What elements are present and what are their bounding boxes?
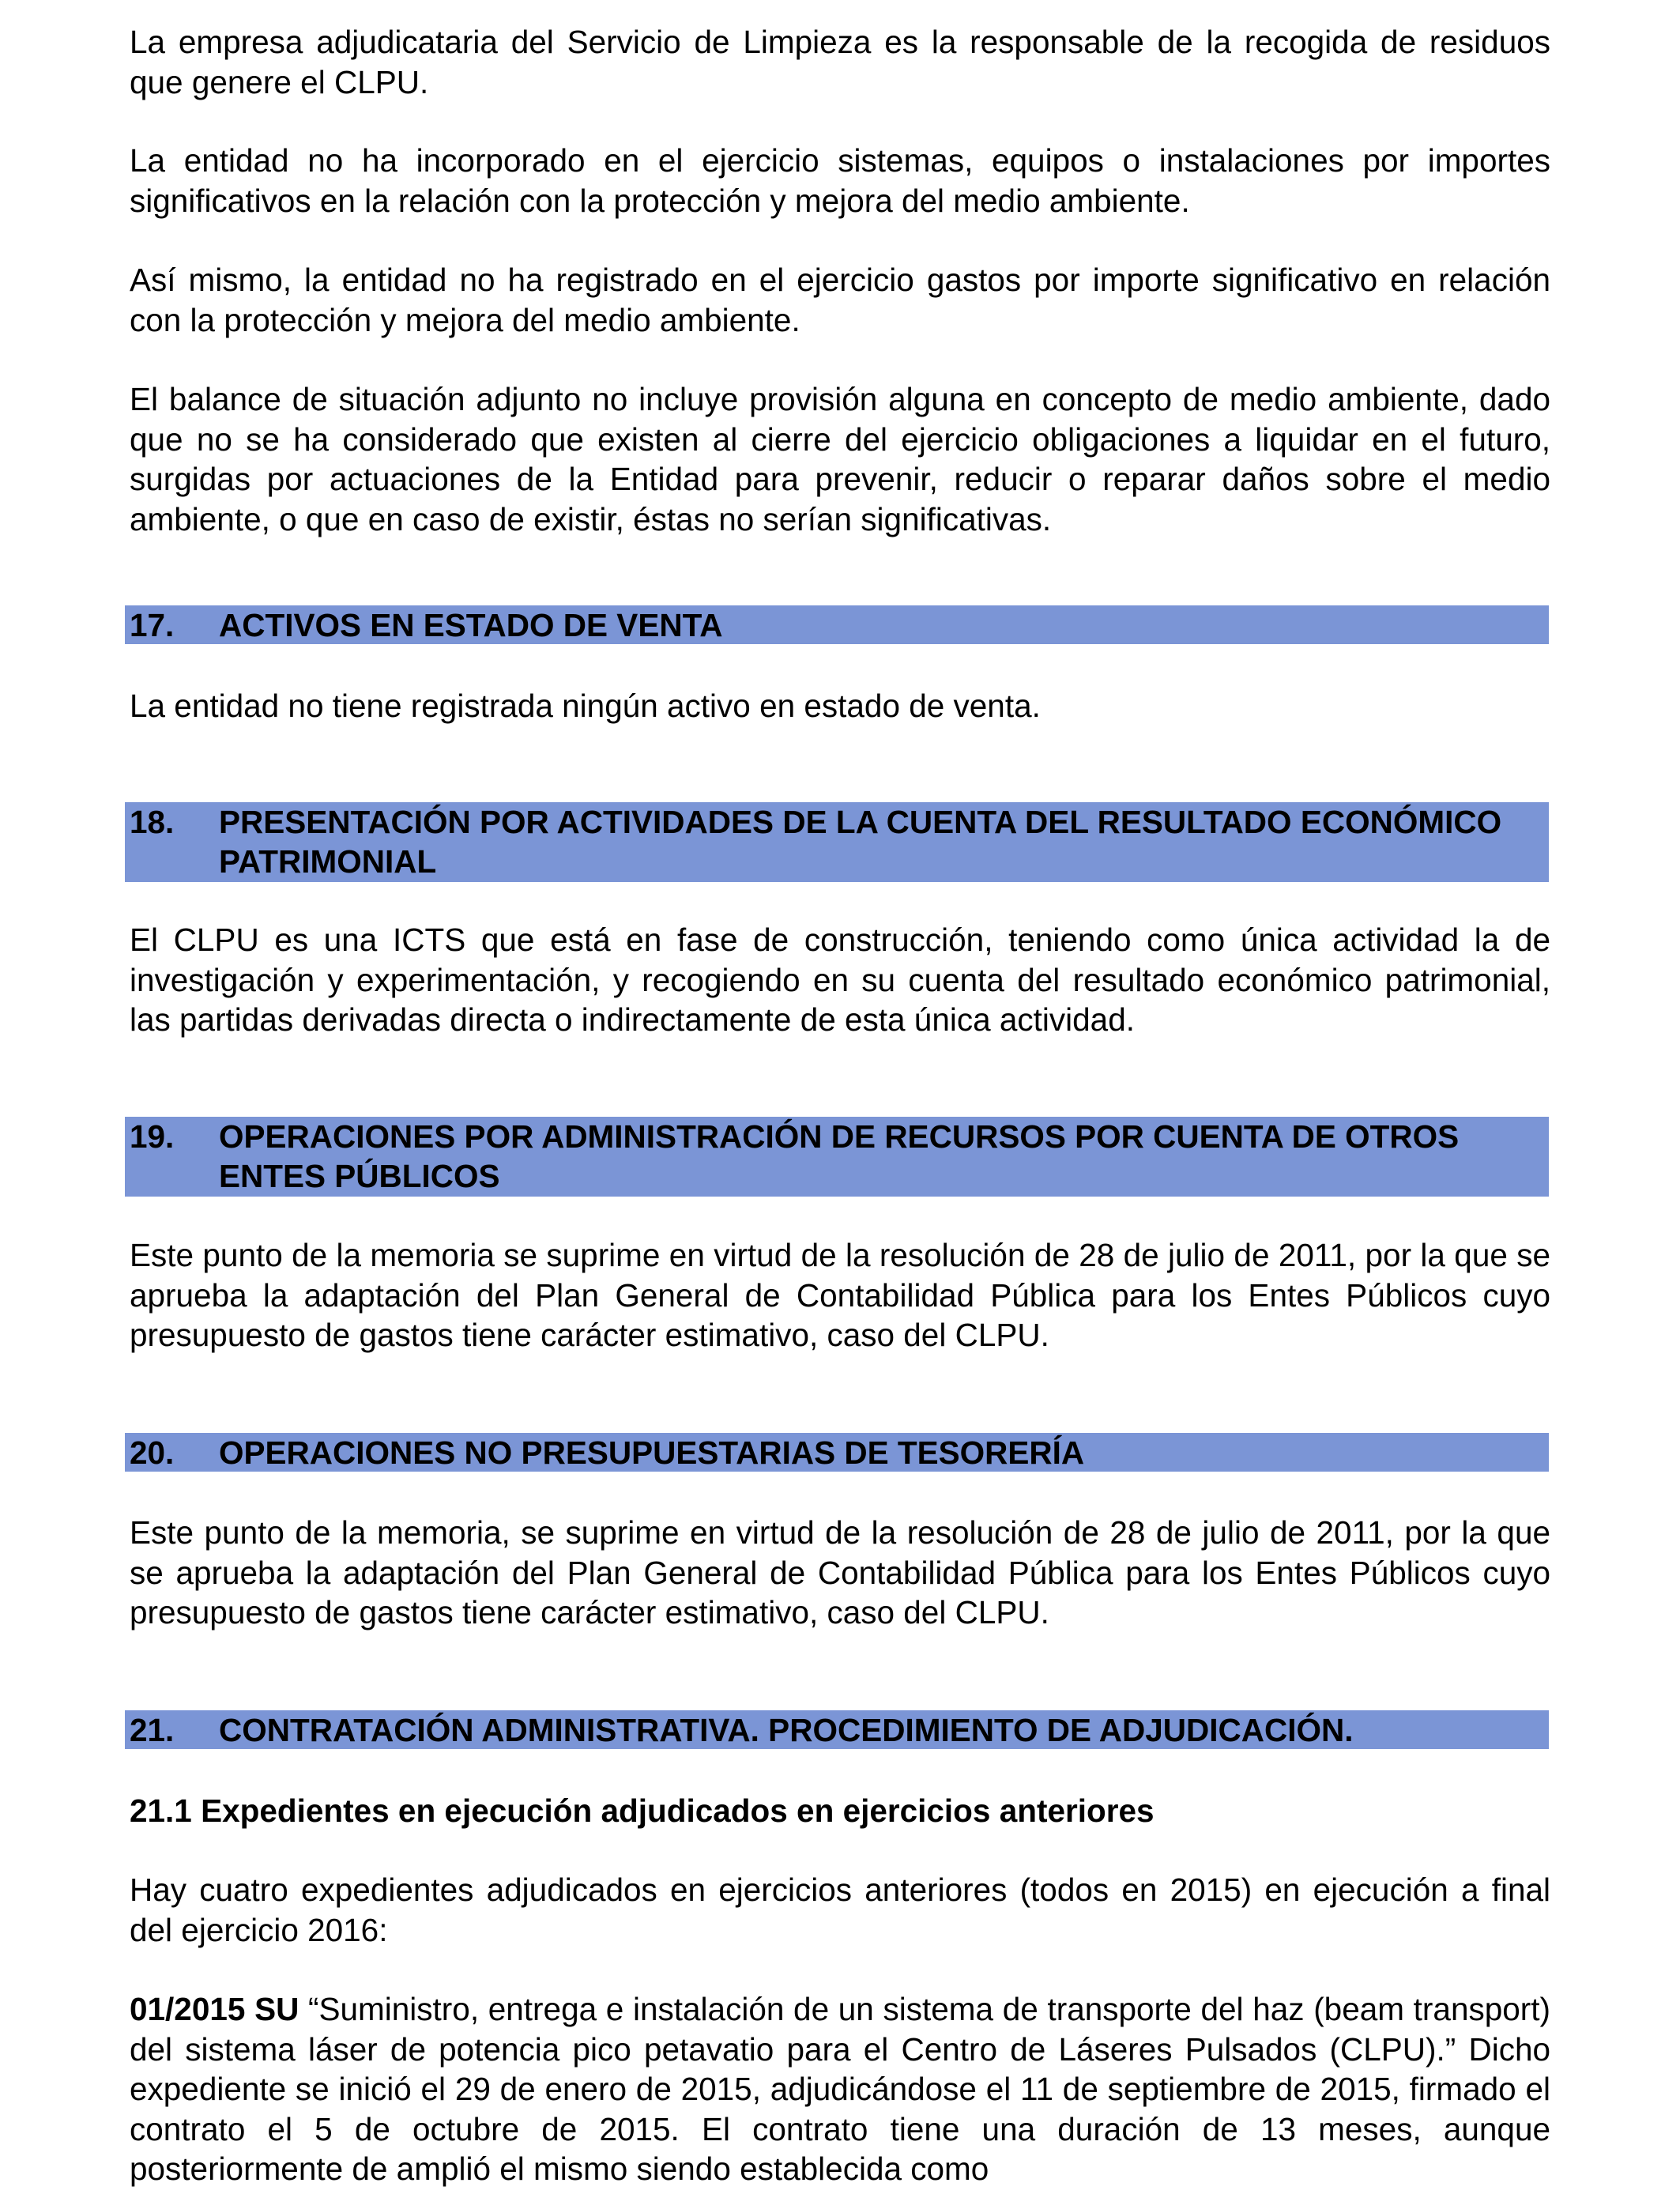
paragraph-expediente-01-2015: [130, 1989, 1550, 2189]
section-number: 19.: [130, 1118, 175, 1155]
paragraph-expedientes: Hay cuatro expedientes adjudicados en ejercicios anteriores (todos en 2015) en ejecución a final del ejercicio 2016:: [130, 1872, 1550, 1948]
section-heading-20: [125, 1433, 1549, 1472]
section-title: CONTRATACIÓN ADMINISTRATIVA. PROCEDIMIENTO DE ADJUDICACIÓN.: [219, 1712, 1354, 1748]
section-number: 17.: [130, 607, 175, 643]
section-title: PRESENTACIÓN POR ACTIVIDADES DE LA CUENTA DEL RESULTADO ECONÓMICO PATRIMONIAL: [219, 804, 1502, 880]
section-heading-21: [125, 1710, 1549, 1749]
section-number: 20.: [130, 1434, 175, 1471]
expediente-description: “Suministro, entrega e instalación de un sistema de transporte del haz (beam transport) del sistema láser de potencia pico petavatio para el Centro de Láseres Pulsados (CLPU).” Dicho expediente se inició el 29 de enero de 2015, adjudicándose el 11 de septiembre de 2015, firmado el contrato el 5 de octubre de 2015. El contrato tiene una duración de 13 meses, aunque posteriormente de amplió el mismo siendo establecida como: [130, 1991, 1550, 2187]
section-title: OPERACIONES POR ADMINISTRACIÓN DE RECURSOS POR CUENTA DE OTROS ENTES PÚBLICOS: [219, 1118, 1460, 1194]
paragraph-balance: El balance de situación adjunto no incluye provisión alguna en concepto de medio ambiente, dado que no se ha considerado que existen al cierre del ejercicio obligaciones a liquidar en el futuro, surgidas por actuaciones de la Entidad para prevenir, reducir o reparar daños sobre el medio ambiente, o que en caso de existir, éstas no serían significativas.: [130, 381, 1550, 537]
section-title: OPERACIONES NO PRESUPUESTARIAS DE TESORERÍA: [219, 1434, 1085, 1471]
paragraph-suprime-20: Este punto de la memoria, se suprime en virtud de la resolución de 28 de julio de 2011, por la que se aprueba la adaptación del Plan General de Contabilidad Pública para los Entes Públicos cuyo presupuesto de gastos tiene carácter estimativo, caso del CLPU.: [130, 1514, 1550, 1630]
expediente-code: 01/2015 SU: [130, 1991, 299, 2027]
subheading-21-1: 21.1 Expedientes en ejecución adjudicados en ejercicios anteriores: [130, 1793, 1155, 1829]
section-number: 21.: [130, 1712, 175, 1748]
paragraph-suprime-19: Este punto de la memoria se suprime en virtud de la resolución de 28 de julio de 2011, por la que se aprueba la adaptación del Plan General de Contabilidad Pública para los Entes Públicos cuyo presupuesto de gastos tiene carácter estimativo, caso del CLPU.: [130, 1237, 1550, 1353]
section-title: ACTIVOS EN ESTADO DE VENTA: [219, 607, 723, 643]
paragraph-icts: El CLPU es una ICTS que está en fase de construcción, teniendo como única actividad la de investigación y experimentación, y recogiendo en su cuenta del resultado económico patrimonial, las partidas derivadas directa o indirectamente de esta única actividad.: [130, 922, 1550, 1038]
paragraph-sistemas: La entidad no ha incorporado en el ejercicio sistemas, equipos o instalaciones por importes significativos en la relación con la protección y mejora del medio ambiente.: [130, 142, 1550, 219]
section-heading-17: [125, 605, 1549, 644]
section-number: 18.: [130, 804, 175, 840]
section-heading-18: [125, 802, 1549, 882]
paragraph-activos: La entidad no tiene registrada ningún activo en estado de venta.: [130, 688, 1041, 724]
paragraph-limpieza: La empresa adjudicataria del Servicio de Limpieza es la responsable de la recogida de residuos que genere el CLPU.: [130, 24, 1550, 100]
section-heading-19: [125, 1117, 1549, 1197]
paragraph-gastos: Así mismo, la entidad no ha registrado en el ejercicio gastos por importe significativo en relación con la protección y mejora del medio ambiente.: [130, 262, 1550, 338]
